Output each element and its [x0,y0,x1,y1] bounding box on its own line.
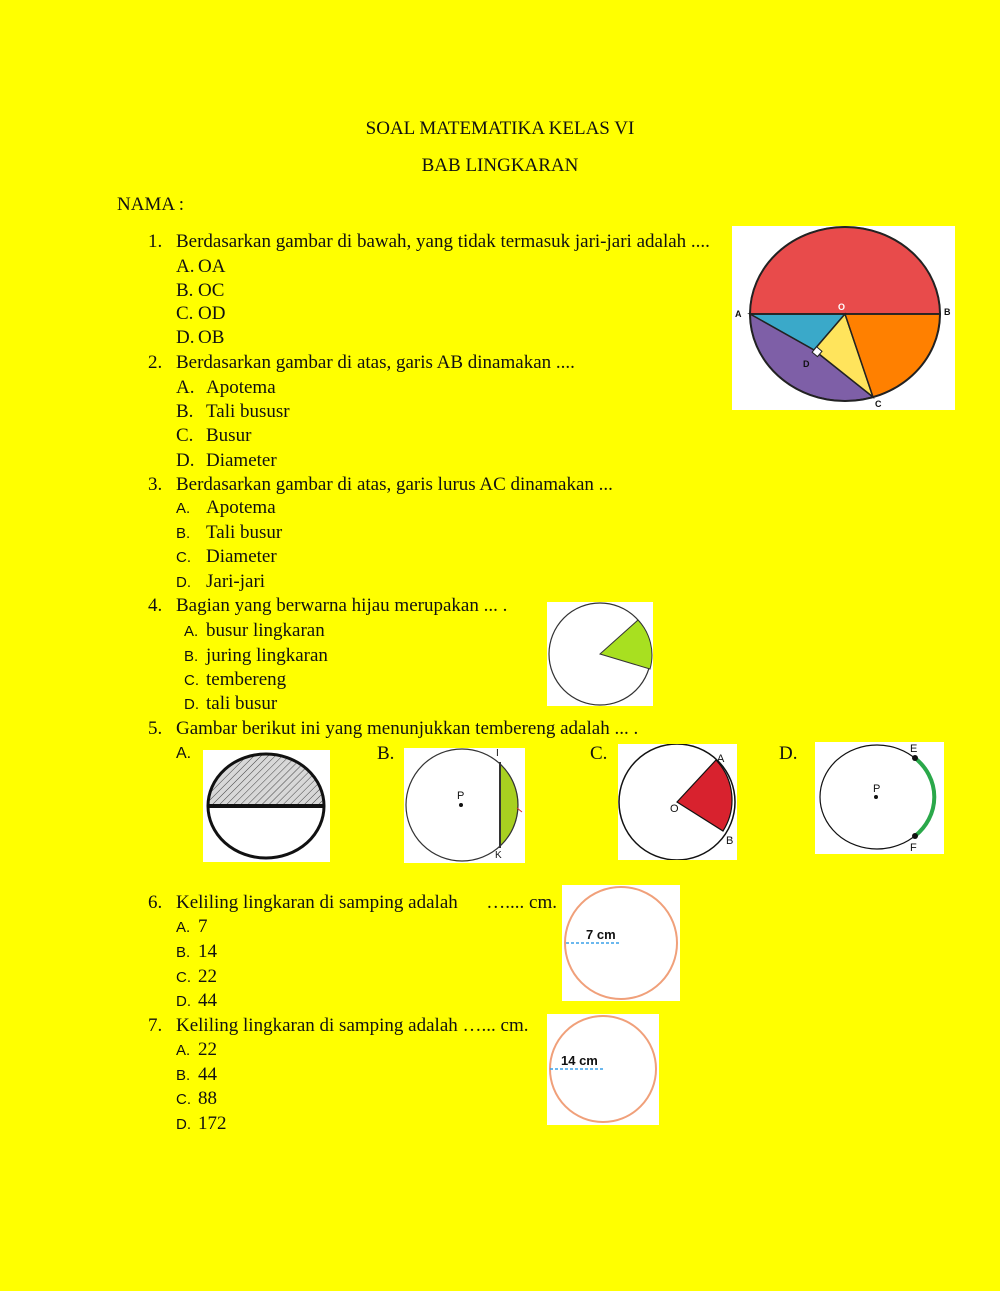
q4-sector-diagram [547,602,653,706]
question-number: 2. [148,352,163,373]
label-o: O [670,803,679,815]
label-k: K [495,850,502,861]
question-2 [148,352,575,374]
q2-option-d[interactable]: D. Diameter [176,450,277,471]
label-a: A [717,753,725,765]
q5b-segment [500,764,518,846]
q6-circle-diagram [562,885,680,1001]
label-a: A [735,309,742,319]
q2-option-b[interactable]: B. Tali bususr [176,401,290,422]
question-1 [148,231,710,253]
q3-option-d[interactable]: D. Jari-jari [176,571,266,592]
question-6 [148,892,557,914]
question-5 [148,718,638,740]
q6-option-c[interactable]: C. 22 [176,966,217,987]
label-o: O [838,302,846,312]
circle-diagram [732,226,955,410]
question-4 [148,595,507,617]
q5-option-b[interactable]: B. [377,743,395,764]
q5-option-c[interactable]: C. [590,743,608,764]
question-number: 4. [148,595,163,616]
label-e: E [910,743,918,755]
q3-option-c[interactable]: C. Diameter [176,546,277,567]
q1-option-c[interactable]: C. OD [176,303,226,324]
red-semicircle-region [750,227,940,314]
q1-option-b[interactable]: B. OC [176,280,225,301]
q1-option-a[interactable]: A. OA [176,256,226,277]
q5d-point-e [912,755,918,761]
hatch-pattern [208,754,324,806]
q4-option-b[interactable]: B. juring lingkaran [184,645,328,666]
q5a-figure [203,750,330,862]
question-text: Berdasarkan gambar di atas, garis AB dinamakan .... [176,352,575,373]
question-text: Keliling lingkaran di samping adalah ….... cm. [176,892,557,913]
q3-option-b[interactable]: B. Tali busur [176,522,283,543]
q4-sector-figure [547,602,653,706]
q5c-figure [618,744,737,860]
q7-option-b[interactable]: B. 44 [176,1064,217,1085]
question-number: 7. [148,1015,163,1036]
question-text: Bagian yang berwarna hijau merupakan ... . [176,595,508,616]
q7-option-d[interactable]: D. 172 [176,1113,227,1134]
q5b-figure [404,748,525,863]
q7-option-a[interactable]: A. 22 [176,1039,217,1060]
q5d-diagram [815,742,944,854]
q7-radius-label: 14 cm [561,1053,598,1068]
q5-option-a[interactable]: A. [176,745,192,762]
question-number: 6. [148,892,163,913]
q7-option-c[interactable]: C. 88 [176,1088,217,1109]
q5b-center-dot [459,803,463,807]
question-text: Keliling lingkaran di samping adalah …... cm. [176,1015,529,1036]
q2-option-a[interactable]: A. Apotema [176,377,276,398]
q6-radius-label: 7 cm [586,927,616,942]
q5c-diagram [618,744,737,860]
q6-option-a[interactable]: A. 7 [176,916,208,937]
question-number: 1. [148,231,163,252]
name-label: NAMA : [117,194,185,215]
label-p: P [457,790,465,802]
q6-option-d[interactable]: D. 44 [176,990,217,1011]
chapter-title: BAB LINGKARAN [421,155,579,176]
q5-option-d[interactable]: D. [779,743,798,764]
q1-option-d[interactable]: D. OB [176,327,225,348]
q6-circle-figure [562,885,680,1001]
q5a-diagram [203,750,330,862]
q4-option-d[interactable]: D. tali busur [184,693,278,714]
q6-option-b[interactable]: B. 14 [176,941,217,962]
q7-circle-figure [547,1014,659,1125]
q4-option-c[interactable]: C. tembereng [184,669,287,690]
q7-circle-diagram [547,1014,659,1125]
circle-diagram-figure [732,226,955,410]
q5d-point-f [912,833,918,839]
question-text: Berdasarkan gambar di bawah, yang tidak termasuk jari-jari adalah .... [176,231,710,252]
q5d-figure [815,742,944,854]
label-b: B [726,835,734,847]
q5b-diagram [404,748,525,863]
question-text: Berdasarkan gambar di atas, garis lurus AC dinamakan ... [176,474,613,495]
label-f: F [910,842,917,854]
question-7 [148,1015,528,1037]
label-c: C [875,399,882,409]
label-i: I [496,748,499,759]
q5d-center-dot [874,795,878,799]
q3-option-a[interactable]: A. Apotema [176,497,276,518]
label-p: P [873,783,881,795]
document-title: SOAL MATEMATIKA KELAS VI [365,118,635,139]
label-d: D [803,359,810,369]
question-number: 3. [148,474,163,495]
question-3 [148,474,613,496]
q4-option-a[interactable]: A. busur lingkaran [184,620,325,641]
label-b: B [944,307,951,317]
q2-option-c[interactable]: C. Busur [176,425,252,446]
question-number: 5. [148,718,163,739]
question-text: Gambar berikut ini yang menunjukkan tembereng adalah ... . [176,718,639,739]
